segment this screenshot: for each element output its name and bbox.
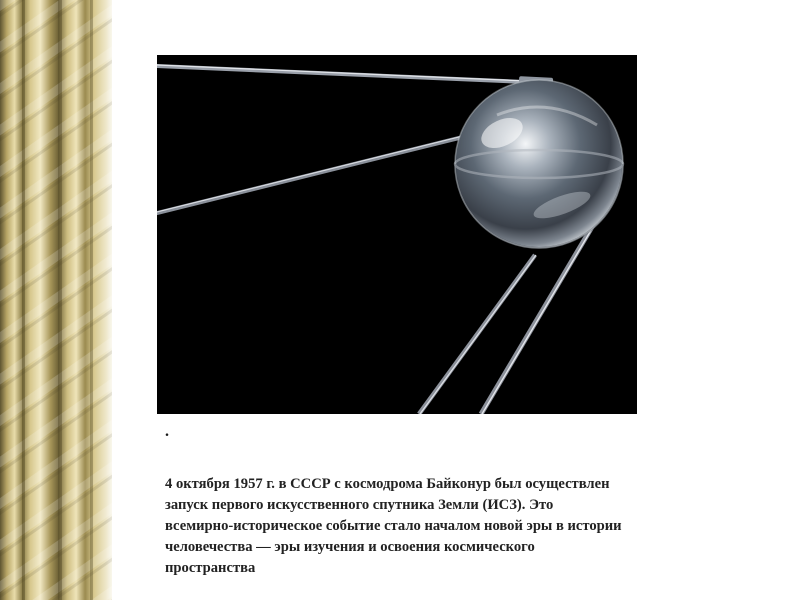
sputnik-photo xyxy=(157,55,637,414)
decorative-side-border xyxy=(0,0,130,600)
satellite-sphere xyxy=(455,80,623,248)
caption-text: 4 октября 1957 г. в СССР с космодрома Байконур был осуществлен запуск первого искусственного спутника Земли (ИСЗ). Это всемирно-историческое событие стало началом новой эры в истории человечества — эры изучения и освоения космического пространства xyxy=(165,476,622,576)
bullet-marker: . xyxy=(165,423,169,440)
